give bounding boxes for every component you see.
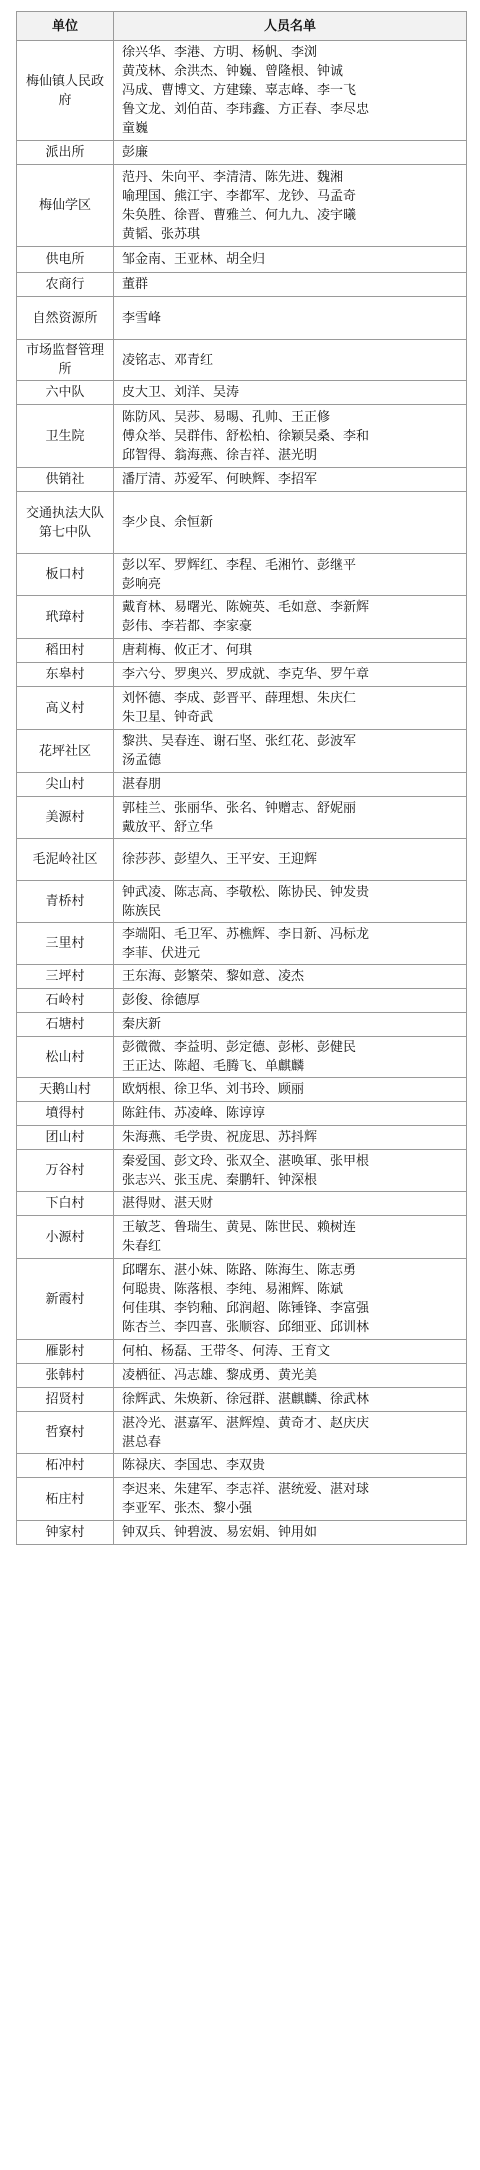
names-cell: 潘厅清、苏爱军、何映辉、李招军	[114, 468, 467, 492]
unit-cell: 板口村	[17, 554, 114, 596]
header-names: 人员名单	[114, 12, 467, 41]
unit-cell: 松山村	[17, 1037, 114, 1078]
table-row	[17, 1216, 467, 1259]
table-row	[17, 1126, 467, 1150]
names-cell: 陈鉒伟、苏凌峰、陈谆谆	[114, 1102, 467, 1126]
unit-cell: 毛泥岭社区	[17, 839, 114, 881]
table-row	[17, 773, 467, 797]
names-cell: 湛得财、湛天财	[114, 1192, 467, 1216]
table-row	[17, 141, 467, 165]
table-row	[17, 1150, 467, 1192]
unit-cell: 自然资源所	[17, 297, 114, 340]
table-row	[17, 381, 467, 405]
names-cell: 皮大卫、刘洋、吴涛	[114, 381, 467, 405]
table-row	[17, 1521, 467, 1545]
unit-cell: 万谷村	[17, 1150, 114, 1192]
table-row	[17, 1412, 467, 1454]
names-cell: 戴育林、易曙光、陈婉英、毛如意、李新辉 彭伟、李若都、李家豪	[114, 596, 467, 639]
names-cell: 凌铭志、邓青红	[114, 340, 467, 381]
names-cell: 王东海、彭繁荣、黎如意、凌杰	[114, 965, 467, 989]
names-cell: 徐莎莎、彭望久、王平安、王迎辉	[114, 839, 467, 881]
table-row	[17, 554, 467, 596]
table-row	[17, 492, 467, 554]
names-cell: 刘怀德、李成、彭晋平、薛理想、朱庆仁 朱卫星、钟奇武	[114, 687, 467, 730]
personnel-table	[16, 11, 467, 1545]
unit-cell: 花坪社区	[17, 730, 114, 773]
unit-cell: 六中队	[17, 381, 114, 405]
table-row	[17, 297, 467, 340]
unit-cell: 派出所	[17, 141, 114, 165]
unit-cell: 招贤村	[17, 1388, 114, 1412]
names-cell: 唐莉梅、攸正才、何琪	[114, 639, 467, 663]
names-cell: 凌栖征、冯志雄、黎成勇、黄光美	[114, 1364, 467, 1388]
table-body	[17, 41, 467, 1545]
unit-cell: 梅仙学区	[17, 165, 114, 247]
names-cell: 郭桂兰、张丽华、张名、钟赠志、舒妮丽 戴放平、舒立华	[114, 797, 467, 839]
names-cell: 秦爱国、彭文玲、张双全、湛唤軍、张甲根 张志兴、张玉虎、秦鹏轩、钟深根	[114, 1150, 467, 1192]
table-row	[17, 405, 467, 468]
table-row	[17, 1037, 467, 1078]
unit-cell: 稻田村	[17, 639, 114, 663]
names-cell: 黎洪、吴春连、谢石坚、张红花、彭波军 汤孟德	[114, 730, 467, 773]
names-cell: 钟武凌、陈志高、李敬松、陈协民、钟发贵 陈族民	[114, 881, 467, 923]
table-row	[17, 965, 467, 989]
unit-cell: 三坪村	[17, 965, 114, 989]
names-cell: 李迟来、朱建军、李志祥、湛统爱、湛对球 李亚军、张杰、黎小强	[114, 1478, 467, 1521]
unit-cell: 市场监督管理所	[17, 340, 114, 381]
unit-cell: 石塘村	[17, 1013, 114, 1037]
unit-cell: 哲寮村	[17, 1412, 114, 1454]
unit-cell: 农商行	[17, 273, 114, 297]
unit-cell: 交通执法大队第七中队	[17, 492, 114, 554]
unit-cell: 柘冲村	[17, 1454, 114, 1478]
unit-cell: 梅仙镇人民政府	[17, 41, 114, 141]
table-row	[17, 1078, 467, 1102]
unit-cell: 东皋村	[17, 663, 114, 687]
names-cell: 彭以军、罗辉红、李程、毛湘竹、彭继平 彭响亮	[114, 554, 467, 596]
table-row	[17, 165, 467, 247]
names-cell: 湛春朋	[114, 773, 467, 797]
unit-cell: 美源村	[17, 797, 114, 839]
table-row	[17, 1454, 467, 1478]
table-row	[17, 1259, 467, 1340]
unit-cell: 高义村	[17, 687, 114, 730]
table-row	[17, 1478, 467, 1521]
names-cell: 李六兮、罗奥兴、罗成就、李克华、罗午章	[114, 663, 467, 687]
table-row	[17, 797, 467, 839]
table-row	[17, 1388, 467, 1412]
names-cell: 范丹、朱向平、李清清、陈先进、魏湘 喻理国、熊江宇、李都军、龙钞、马孟奇 朱奂胜、徐晋、曹雅兰、何九九、凌宇曦 黄韬、张苏琪	[114, 165, 467, 247]
table-row	[17, 730, 467, 773]
names-cell: 徐兴华、李港、方明、杨帆、李浏 黄茂林、余洪杰、钟巍、曾隆根、钟诚 冯成、曹博文、方建臻、辜志峰、李一飞 鲁文龙、刘伯苗、李玮鑫、方正春、李尽忠 童巍	[114, 41, 467, 141]
table-row	[17, 1192, 467, 1216]
unit-cell: 供电所	[17, 247, 114, 273]
names-cell: 彭俊、徐德厚	[114, 989, 467, 1013]
table-row	[17, 1340, 467, 1364]
names-cell: 朱海燕、毛学贵、祝庞思、苏抖辉	[114, 1126, 467, 1150]
unit-cell: 三里村	[17, 923, 114, 965]
table-row	[17, 989, 467, 1013]
names-cell: 邹金南、王亚林、胡全归	[114, 247, 467, 273]
table-row	[17, 687, 467, 730]
names-cell: 邱曙东、湛小妹、陈路、陈海生、陈志勇 何聪贵、陈落根、李纯、易湘辉、陈斌 何佳琪、李钧釉、邱润超、陈锤锋、李富强 陈杏兰、李四喜、张顺容、邱细亚、邱训林	[114, 1259, 467, 1340]
names-cell: 李少良、余恒新	[114, 492, 467, 554]
names-cell: 秦庆新	[114, 1013, 467, 1037]
names-cell: 彭微微、李益明、彭定德、彭彬、彭健民 王正达、陈超、毛腾飞、单麒麟	[114, 1037, 467, 1078]
unit-cell: 天鹅山村	[17, 1078, 114, 1102]
names-cell: 陈防风、吴莎、易晹、孔帅、王正修 傅众举、吴群伟、舒松柏、徐颖吴桑、李和 邱智得、翁海燕、徐吉祥、湛光明	[114, 405, 467, 468]
names-cell: 李端阳、毛卫军、苏樵辉、李日新、冯标龙 李菲、伏进元	[114, 923, 467, 965]
table-row	[17, 839, 467, 881]
table-row	[17, 1102, 467, 1126]
names-cell: 湛冷光、湛嘉军、湛辉煌、黄奇才、赵庆庆 湛总春	[114, 1412, 467, 1454]
unit-cell: 尖山村	[17, 773, 114, 797]
unit-cell: 团山村	[17, 1126, 114, 1150]
unit-cell: 供销社	[17, 468, 114, 492]
unit-cell: 小源村	[17, 1216, 114, 1259]
table-row	[17, 596, 467, 639]
table-row	[17, 468, 467, 492]
table-row	[17, 663, 467, 687]
names-cell: 王敏芝、鲁瑞生、黄晃、陈世民、赖树连 朱春红	[114, 1216, 467, 1259]
table-row	[17, 1364, 467, 1388]
table-row	[17, 273, 467, 297]
table-row	[17, 340, 467, 381]
unit-cell: 柘庄村	[17, 1478, 114, 1521]
names-cell: 董群	[114, 273, 467, 297]
unit-cell: 新霞村	[17, 1259, 114, 1340]
table-row	[17, 923, 467, 965]
names-cell: 李雪峰	[114, 297, 467, 340]
names-cell: 徐辉武、朱焕新、徐冠群、湛麒麟、徐武林	[114, 1388, 467, 1412]
table-row	[17, 247, 467, 273]
unit-cell: 玳璋村	[17, 596, 114, 639]
unit-cell: 钟家村	[17, 1521, 114, 1545]
table-row	[17, 1013, 467, 1037]
unit-cell: 雁影村	[17, 1340, 114, 1364]
unit-cell: 石岭村	[17, 989, 114, 1013]
names-cell: 欧炳根、徐卫华、刘书玲、顾丽	[114, 1078, 467, 1102]
unit-cell: 张韩村	[17, 1364, 114, 1388]
header-unit: 单位	[17, 12, 114, 41]
unit-cell: 卫生院	[17, 405, 114, 468]
unit-cell: 青桥村	[17, 881, 114, 923]
names-cell: 陈禄庆、李国忠、李双贵	[114, 1454, 467, 1478]
table-row	[17, 639, 467, 663]
unit-cell: 下白村	[17, 1192, 114, 1216]
unit-cell: 墳得村	[17, 1102, 114, 1126]
names-cell: 何柏、杨磊、王带冬、何涛、王育文	[114, 1340, 467, 1364]
header-row	[17, 12, 467, 41]
names-cell: 彭廉	[114, 141, 467, 165]
table-row	[17, 41, 467, 141]
names-cell: 钟双兵、钟碧波、易宏娟、钟用如	[114, 1521, 467, 1545]
table-row	[17, 881, 467, 923]
